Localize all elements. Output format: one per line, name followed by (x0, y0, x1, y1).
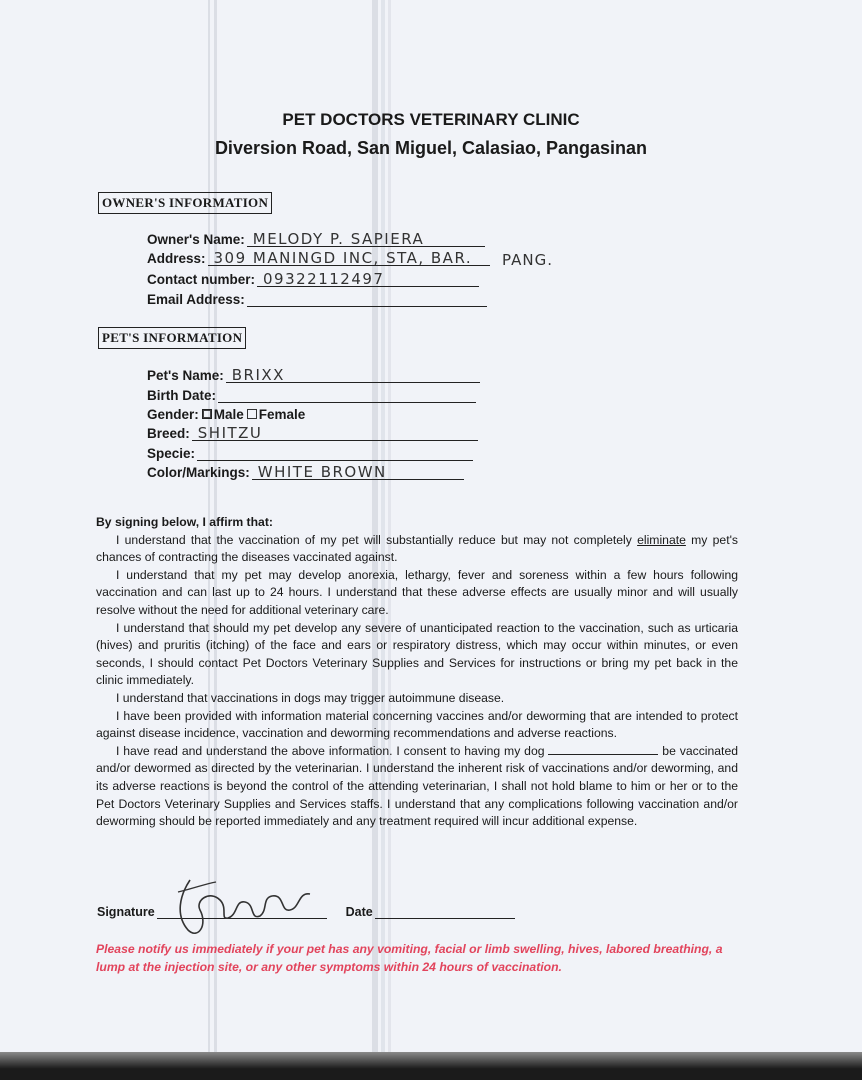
pet-gender-label: Gender: (147, 407, 199, 422)
pet-gender-field (147, 407, 305, 422)
female-checkbox[interactable] (247, 409, 257, 419)
consent-paragraph-5: I have been provided with information material concerning vaccines and/or deworming that are intended to protect against disease incidence, vaccination and deworming recommendations and adverse reactions. (96, 708, 738, 741)
pet-breed-value: SHITZU (197, 424, 263, 442)
pet-breed-field (147, 426, 478, 441)
pet-specie-field (147, 446, 473, 461)
pet-specie-label: Specie: (147, 446, 196, 461)
owner-address-overflow: PANG. (502, 251, 553, 269)
pet-color-label: Color/Markings: (147, 465, 250, 480)
pet-section-heading: PET'S INFORMATION (98, 327, 246, 349)
owner-name-field (147, 232, 485, 247)
date-line (375, 906, 515, 919)
pet-color-value: WHITE BROWN (257, 463, 387, 481)
signature-scribble (150, 870, 330, 940)
pet-birthdate-field (147, 388, 476, 403)
owner-contact-field (147, 272, 479, 287)
consent-paragraph-1: I understand that the vaccination of my pet will substantially reduce but may not completely eliminate my pet's chances of contracting the diseases vaccinated against. (96, 532, 738, 565)
owner-name-value: MELODY P. SAPIERA (252, 230, 425, 248)
owner-contact-label: Contact number: (147, 272, 255, 287)
signature-label: Signature (97, 905, 155, 919)
owner-address-value: 309 MANINGD INC, STA, BAR. (213, 249, 473, 267)
vaccination-notice: Please notify us immediately if your pet has any vomiting, facial or limb swelling, hives, labored breathing, a lump at the injection site, or any other symptoms within 24 hours of vaccination. (96, 942, 723, 974)
pet-breed-label: Breed: (147, 426, 190, 441)
clinic-address: Diversion Road, San Miguel, Calasiao, Pangasinan (214, 138, 648, 158)
consent-paragraph-4: I understand that vaccinations in dogs may trigger autoimmune disease. (116, 690, 505, 705)
consent-paragraph-3: I understand that should my pet develop any severe of unanticipated reaction to the vaccination, such as urticaria (hives) and pruritis (itching) of the face and ears or respiratory distress, which may occur within minutes, or even seconds, I should contact Pet Doctors Veterinary Supplies and Services for instructions or bring my pet back in the clinic immediately. (96, 620, 738, 688)
male-label: Male (213, 407, 244, 422)
owner-section-heading: OWNER'S INFORMATION (98, 192, 272, 214)
consent-paragraph-6: I have read and understand the above information. I consent to having my dog be vaccinated and/or dewormed as directed by the veterinarian. I understand the inherent risk of vaccinations and/or deworming, and its adverse reactions is beyond the control of the attending veterinarian, I shall not hold blame to him or her or to the Pet Doctors Veterinary Supplies and Services staffs. I understand that any complications following vaccination and/or deworming should be reported immediately and any treatment required will incur additional expense. (96, 743, 738, 829)
consent-text (96, 514, 738, 831)
consent-paragraph-2: I understand that my pet may develop anorexia, lethargy, fever and soreness within a few hours following vaccination and can last up to 24 hours. I understand that these adverse effects are usually minor and will usually resolve without the need for additional veterinary care. (96, 567, 738, 617)
pet-name-field (147, 368, 480, 383)
owner-address-field (147, 251, 490, 266)
male-checkbox[interactable] (202, 409, 212, 419)
owner-email-field (147, 292, 487, 307)
owner-address-label: Address: (147, 251, 206, 266)
scan-bottom-edge (0, 1052, 862, 1080)
date-label: Date (345, 905, 373, 919)
consent-lead: By signing below, I affirm that: (96, 515, 273, 529)
clinic-name: PET DOCTORS VETERINARY CLINIC (282, 110, 580, 129)
owner-contact-value: 09322112497 (263, 270, 385, 288)
pet-color-field (147, 465, 464, 480)
dog-name-blank (548, 743, 658, 755)
female-label: Female (258, 407, 306, 422)
pet-birthdate-label: Birth Date: (147, 388, 217, 403)
pet-name-label: Pet's Name: (147, 368, 224, 383)
owner-name-label: Owner's Name: (147, 232, 245, 247)
pet-name-value: BRIXX (231, 366, 285, 384)
owner-email-label: Email Address: (147, 292, 245, 307)
